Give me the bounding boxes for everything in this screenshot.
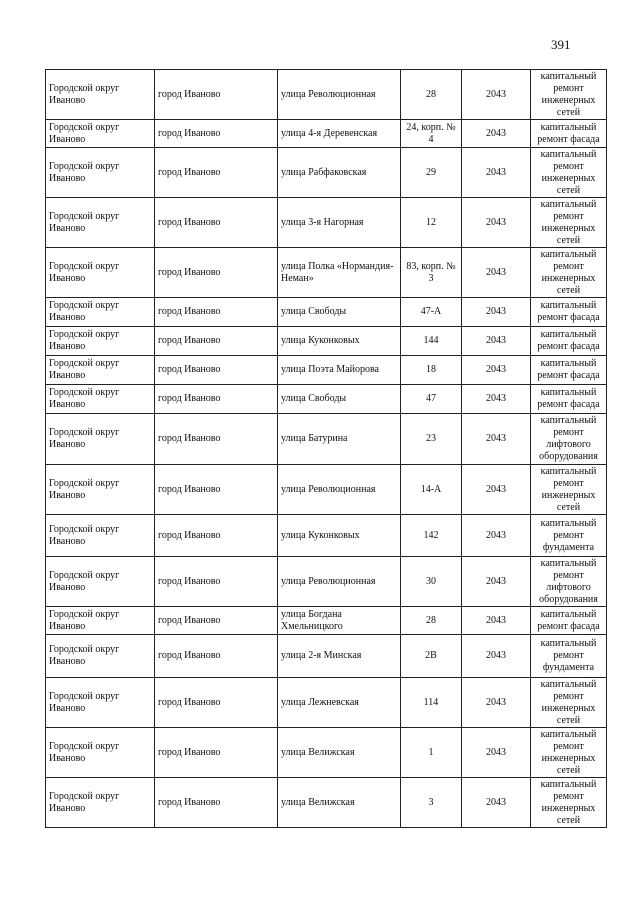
okrug-cell: Городской округ Иваново — [46, 728, 155, 778]
okrug-cell: Городской округ Иваново — [46, 327, 155, 356]
okrug-cell: Городской округ Иваново — [46, 678, 155, 728]
work-cell: капитальный ремонт фасада — [531, 385, 607, 414]
work-cell: капитальный ремонт инженерных сетей — [531, 248, 607, 298]
street-cell: улица Революционная — [278, 557, 401, 607]
year-cell: 2043 — [462, 70, 531, 120]
okrug-cell: Городской округ Иваново — [46, 414, 155, 465]
registry-table — [45, 69, 607, 828]
table-row — [46, 148, 607, 198]
table-row — [46, 515, 607, 557]
street-cell: улица 2-я Минская — [278, 635, 401, 678]
street-cell: улица Велижская — [278, 728, 401, 778]
house-cell: 23 — [401, 414, 462, 465]
table-row — [46, 635, 607, 678]
house-cell: 14-А — [401, 465, 462, 515]
house-cell: 12 — [401, 198, 462, 248]
okrug-cell: Городской округ Иваново — [46, 70, 155, 120]
okrug-cell: Городской округ Иваново — [46, 385, 155, 414]
work-cell: капитальный ремонт фундамента — [531, 515, 607, 557]
city-cell: город Иваново — [155, 148, 278, 198]
work-cell: капитальный ремонт фасада — [531, 120, 607, 148]
year-cell: 2043 — [462, 414, 531, 465]
street-cell: улица Куконковых — [278, 327, 401, 356]
table-row — [46, 120, 607, 148]
year-cell: 2043 — [462, 635, 531, 678]
city-cell: город Иваново — [155, 120, 278, 148]
city-cell: город Иваново — [155, 607, 278, 635]
house-cell: 28 — [401, 607, 462, 635]
street-cell: улица Свободы — [278, 298, 401, 327]
year-cell: 2043 — [462, 120, 531, 148]
work-cell: капитальный ремонт лифтового оборудования — [531, 557, 607, 607]
city-cell: город Иваново — [155, 678, 278, 728]
table-row — [46, 414, 607, 465]
table-row — [46, 557, 607, 607]
work-cell: капитальный ремонт инженерных сетей — [531, 70, 607, 120]
street-cell: улица Свободы — [278, 385, 401, 414]
street-cell: улица Революционная — [278, 70, 401, 120]
year-cell: 2043 — [462, 356, 531, 385]
work-cell: капитальный ремонт инженерных сетей — [531, 465, 607, 515]
table-row — [46, 248, 607, 298]
street-cell: улица Поэта Майорова — [278, 356, 401, 385]
okrug-cell: Городской округ Иваново — [46, 298, 155, 327]
year-cell: 2043 — [462, 327, 531, 356]
okrug-cell: Городской округ Иваново — [46, 198, 155, 248]
table-row — [46, 778, 607, 828]
year-cell: 2043 — [462, 298, 531, 327]
house-cell: 1 — [401, 728, 462, 778]
city-cell: город Иваново — [155, 414, 278, 465]
okrug-cell: Городской округ Иваново — [46, 120, 155, 148]
street-cell: улица Полка «Нормандия-Неман» — [278, 248, 401, 298]
street-cell: улица 4-я Деревенская — [278, 120, 401, 148]
city-cell: город Иваново — [155, 557, 278, 607]
year-cell: 2043 — [462, 465, 531, 515]
table-row — [46, 327, 607, 356]
street-cell: улица Велижская — [278, 778, 401, 828]
house-cell: 30 — [401, 557, 462, 607]
okrug-cell: Городской округ Иваново — [46, 465, 155, 515]
work-cell: капитальный ремонт инженерных сетей — [531, 148, 607, 198]
work-cell: капитальный ремонт фундамента — [531, 635, 607, 678]
table-row — [46, 465, 607, 515]
year-cell: 2043 — [462, 728, 531, 778]
work-cell: капитальный ремонт фасада — [531, 356, 607, 385]
okrug-cell: Городской округ Иваново — [46, 607, 155, 635]
street-cell: улица 3-я Нагорная — [278, 198, 401, 248]
house-cell: 2В — [401, 635, 462, 678]
table-row — [46, 728, 607, 778]
city-cell: город Иваново — [155, 248, 278, 298]
house-cell: 3 — [401, 778, 462, 828]
work-cell: капитальный ремонт фасада — [531, 607, 607, 635]
year-cell: 2043 — [462, 607, 531, 635]
work-cell: капитальный ремонт фасада — [531, 327, 607, 356]
city-cell: город Иваново — [155, 635, 278, 678]
table-row — [46, 198, 607, 248]
year-cell: 2043 — [462, 778, 531, 828]
house-cell: 24, корп. № 4 — [401, 120, 462, 148]
house-cell: 47-А — [401, 298, 462, 327]
house-cell: 142 — [401, 515, 462, 557]
house-cell: 114 — [401, 678, 462, 728]
city-cell: город Иваново — [155, 385, 278, 414]
table-row — [46, 356, 607, 385]
city-cell: город Иваново — [155, 515, 278, 557]
city-cell: город Иваново — [155, 327, 278, 356]
city-cell: город Иваново — [155, 70, 278, 120]
okrug-cell: Городской округ Иваново — [46, 635, 155, 678]
table-row — [46, 607, 607, 635]
year-cell: 2043 — [462, 248, 531, 298]
work-cell: капитальный ремонт фасада — [531, 298, 607, 327]
page-number: 391 — [551, 37, 571, 52]
house-cell: 18 — [401, 356, 462, 385]
house-cell: 144 — [401, 327, 462, 356]
table-row — [46, 70, 607, 120]
work-cell: капитальный ремонт лифтового оборудования — [531, 414, 607, 465]
street-cell: улица Куконковых — [278, 515, 401, 557]
okrug-cell: Городской округ Иваново — [46, 248, 155, 298]
year-cell: 2043 — [462, 385, 531, 414]
okrug-cell: Городской округ Иваново — [46, 515, 155, 557]
year-cell: 2043 — [462, 148, 531, 198]
city-cell: город Иваново — [155, 778, 278, 828]
year-cell: 2043 — [462, 515, 531, 557]
street-cell: улица Революционная — [278, 465, 401, 515]
table-row — [46, 298, 607, 327]
street-cell: улица Богдана Хмельницкого — [278, 607, 401, 635]
year-cell: 2043 — [462, 198, 531, 248]
okrug-cell: Городской округ Иваново — [46, 356, 155, 385]
street-cell: улица Лежневская — [278, 678, 401, 728]
street-cell: улица Батурина — [278, 414, 401, 465]
table-row — [46, 385, 607, 414]
house-cell: 83, корп. № 3 — [401, 248, 462, 298]
work-cell: капитальный ремонт инженерных сетей — [531, 678, 607, 728]
city-cell: город Иваново — [155, 298, 278, 327]
house-cell: 29 — [401, 148, 462, 198]
city-cell: город Иваново — [155, 198, 278, 248]
house-cell: 47 — [401, 385, 462, 414]
city-cell: город Иваново — [155, 465, 278, 515]
year-cell: 2043 — [462, 557, 531, 607]
house-cell: 28 — [401, 70, 462, 120]
city-cell: город Иваново — [155, 356, 278, 385]
okrug-cell: Городской округ Иваново — [46, 557, 155, 607]
work-cell: капитальный ремонт инженерных сетей — [531, 778, 607, 828]
work-cell: капитальный ремонт инженерных сетей — [531, 728, 607, 778]
okrug-cell: Городской округ Иваново — [46, 148, 155, 198]
street-cell: улица Рабфаковская — [278, 148, 401, 198]
okrug-cell: Городской округ Иваново — [46, 778, 155, 828]
work-cell: капитальный ремонт инженерных сетей — [531, 198, 607, 248]
table-row — [46, 678, 607, 728]
year-cell: 2043 — [462, 678, 531, 728]
city-cell: город Иваново — [155, 728, 278, 778]
